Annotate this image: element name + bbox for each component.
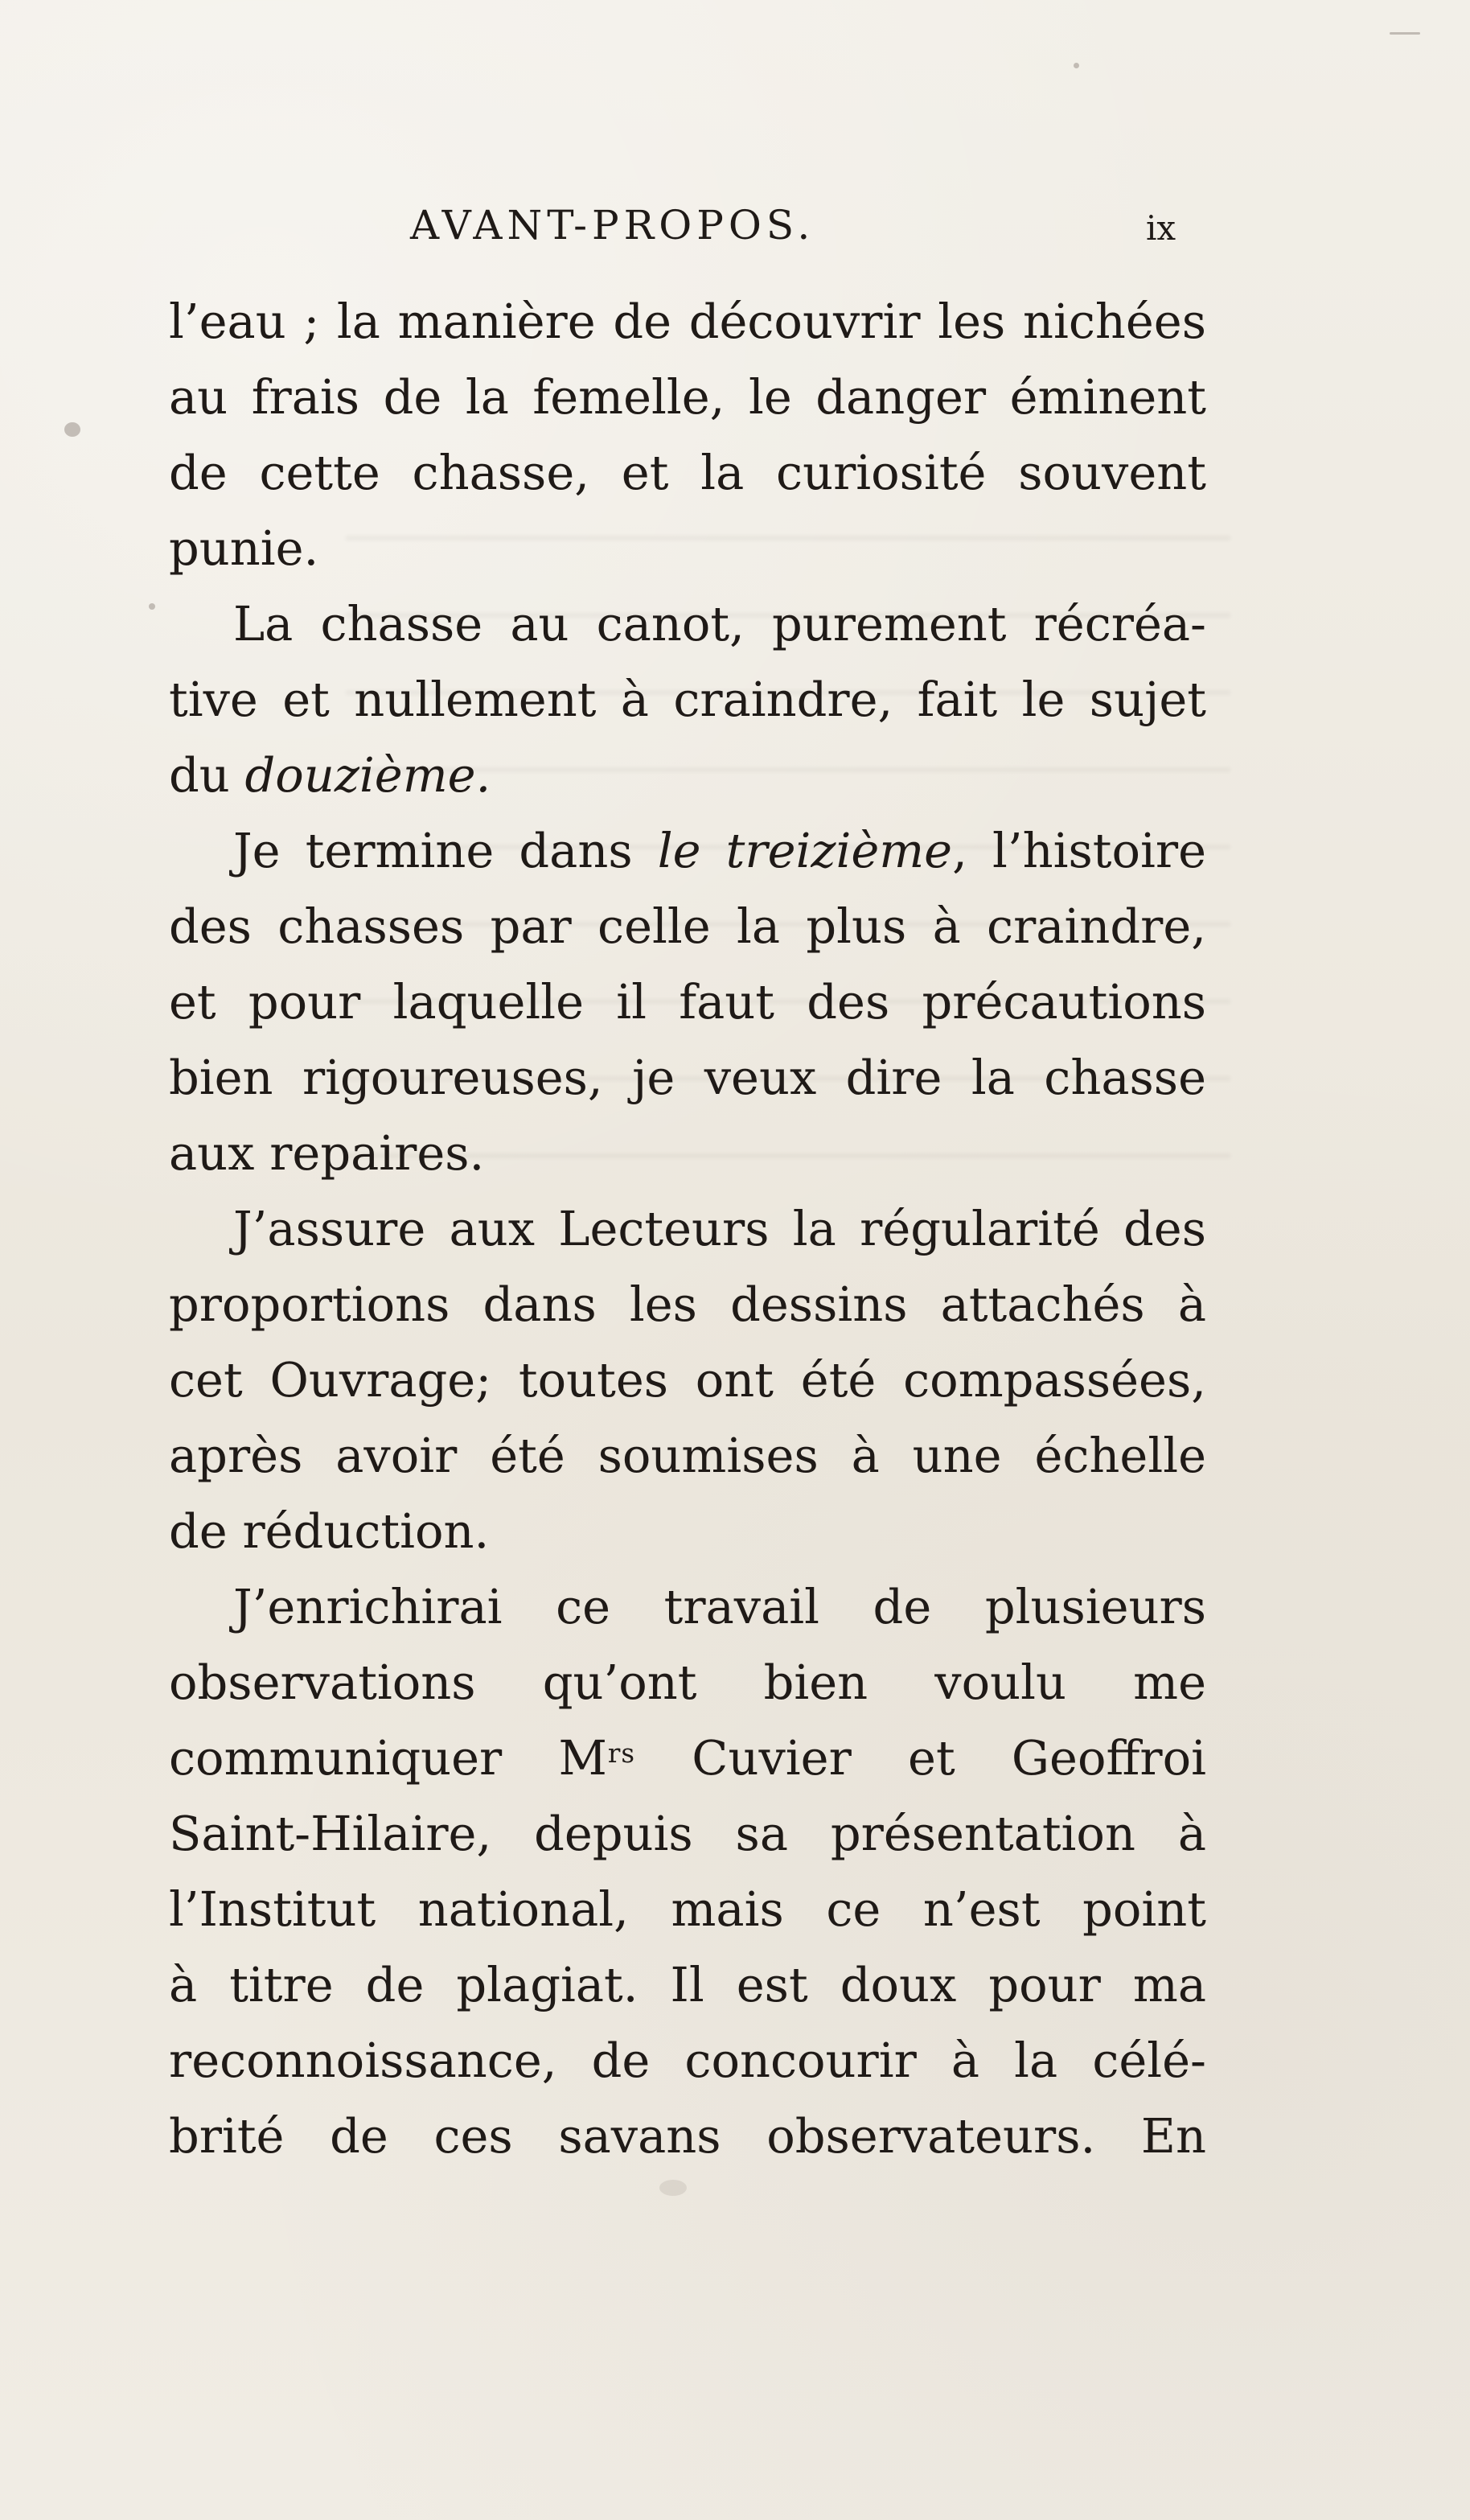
- text-line: reconnoissance, de concourir à la célé-: [169, 2033, 1206, 2088]
- text-line: [169, 823, 1206, 878]
- text-line: bien rigoureuses, je veux dire la chasse: [169, 1050, 1206, 1105]
- paper-speck: [149, 603, 155, 610]
- text-line: proportions dans les dessins attachés à: [169, 1276, 1206, 1332]
- text-fragment: Cuvier et Geoffroi: [635, 1730, 1206, 1786]
- superscript-text: rs: [607, 1738, 636, 1770]
- text-line: au frais de la femelle, le danger éminent: [169, 369, 1206, 425]
- text-line: aux repaires.: [169, 1125, 485, 1181]
- italic-text-fragment: douzième.: [244, 747, 491, 803]
- text-line: La chasse au canot, purement récréa-: [233, 596, 1206, 652]
- text-line: Saint-Hilaire, depuis sa présentation à: [169, 1806, 1206, 1861]
- text-line: et pour laquelle il faut des précautions: [169, 974, 1206, 1030]
- text-line: punie.: [169, 520, 319, 576]
- text-line: de réduction.: [169, 1503, 490, 1559]
- page-header: [0, 202, 1470, 261]
- text-line: brité de ces savans observateurs. En: [169, 2108, 1206, 2164]
- running-head: AVANT-PROPOS.: [410, 202, 815, 249]
- paper-speck: [1390, 32, 1420, 35]
- text-line: à titre de plagiat. Il est doux pour ma: [169, 1957, 1206, 2012]
- paper-speck: [659, 2180, 687, 2196]
- text-fragment: du: [169, 747, 245, 803]
- text-fragment: , l’histoire: [952, 823, 1206, 878]
- text-line: l’eau ; la manière de découvrir les nichées: [169, 294, 1206, 349]
- text-line: observations qu’ont bien voulu me: [169, 1655, 1206, 1710]
- paper-speck: [1074, 63, 1079, 68]
- paper-speck: [64, 422, 80, 437]
- text-line: cet Ouvrage; toutes ont été compassées,: [169, 1352, 1206, 1408]
- text-line: tive et nullement à craindre, fait le sujet: [169, 672, 1206, 727]
- text-fragment: Je termine dans: [233, 823, 658, 878]
- text-line: des chasses par celle la plus à craindre,: [169, 898, 1206, 954]
- text-line: après avoir été soumises à une échelle: [169, 1428, 1206, 1483]
- text-line: J’enrichirai ce travail de plusieurs: [233, 1579, 1206, 1634]
- text-fragment: communiquer M: [169, 1730, 607, 1786]
- text-line: l’Institut national, mais ce n’est point: [169, 1881, 1206, 1937]
- text-line: J’assure aux Lecteurs la régularité des: [233, 1201, 1206, 1256]
- italic-text-fragment: le treizième: [657, 823, 953, 878]
- text-line: [169, 1730, 1206, 1786]
- page-number: ix: [1146, 208, 1176, 248]
- text-line: de cette chasse, et la curiosité souvent: [169, 445, 1206, 500]
- text-line: [169, 747, 1206, 803]
